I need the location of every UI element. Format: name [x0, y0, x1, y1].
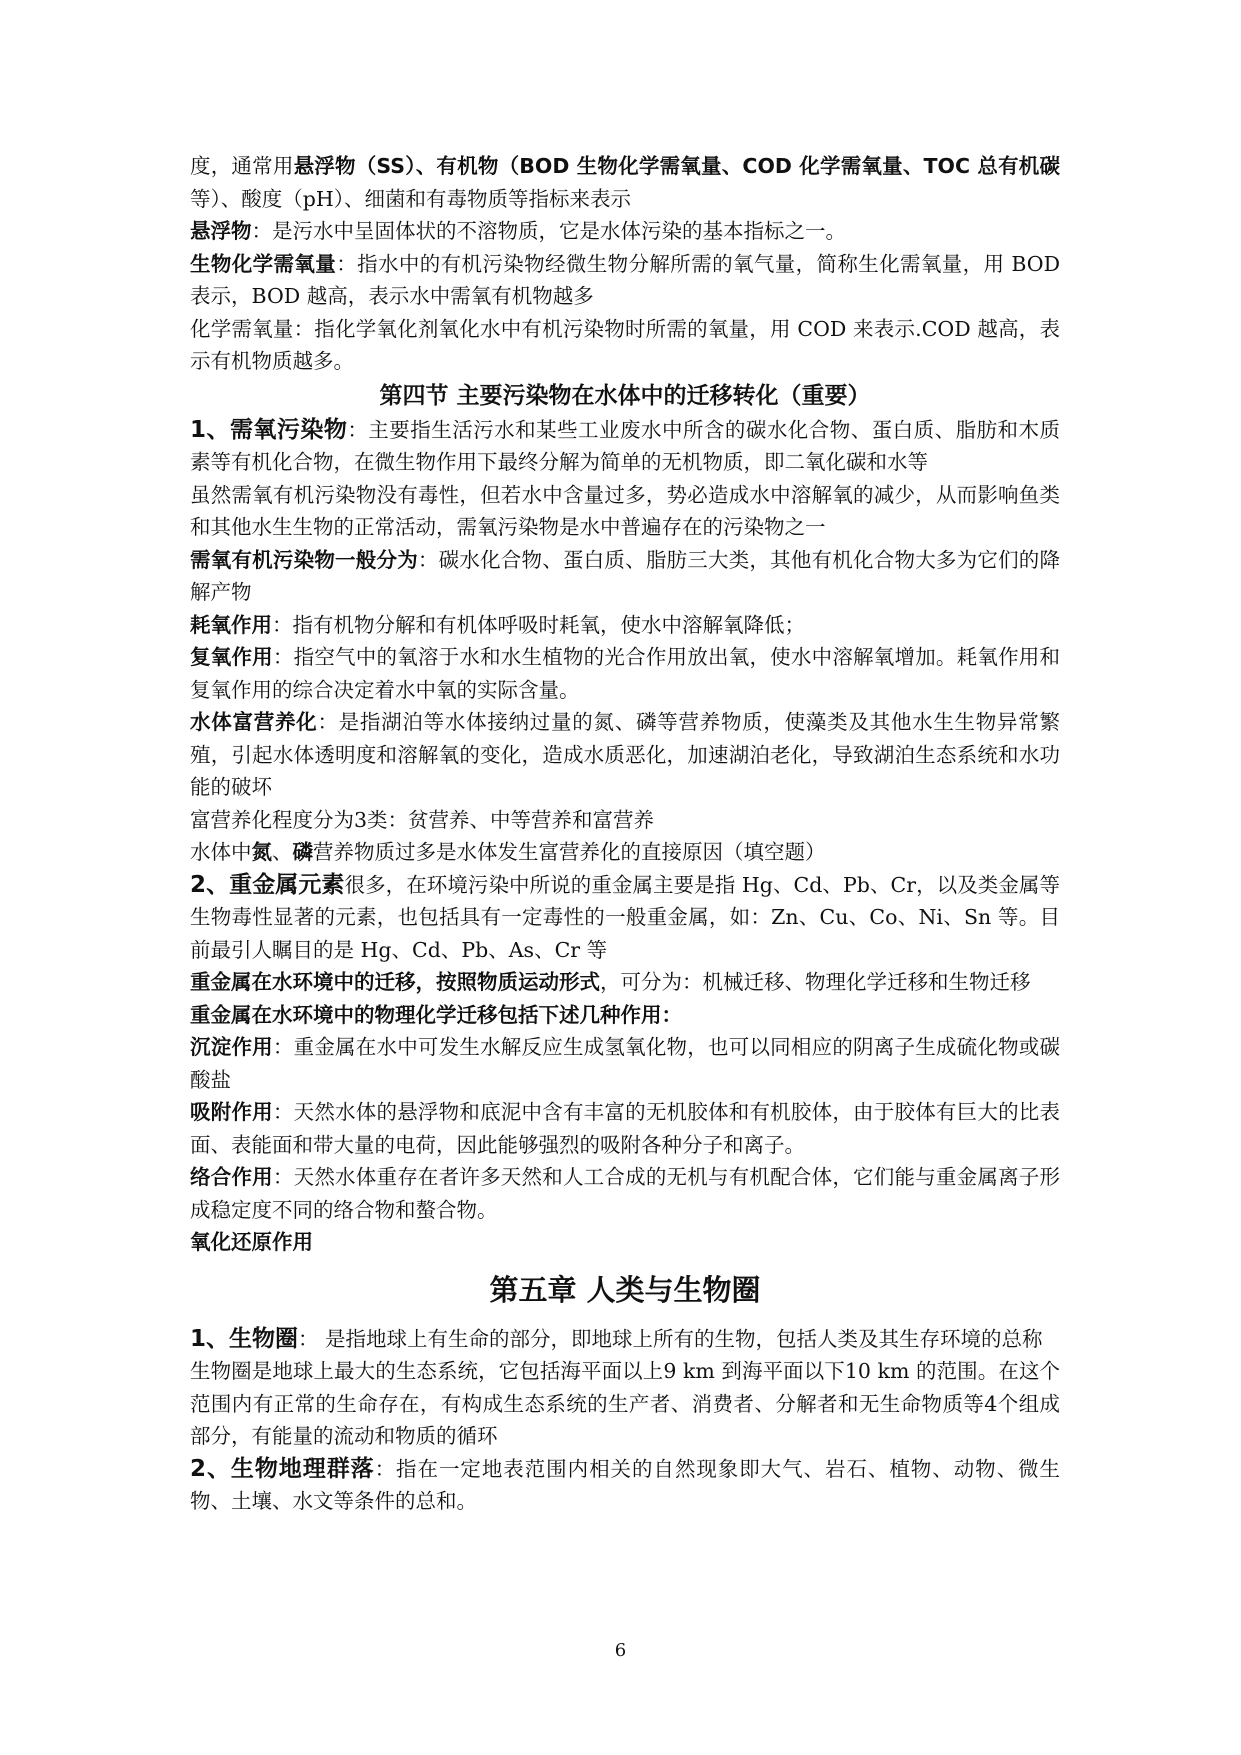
paragraph-precipitation: 沉淀作用：重金属在水中可发生水解反应生成氢氧化物，也可以同相应的阴离子生成硫化物或碳酸盐: [190, 1035, 1061, 1092]
bold-term: 氧化还原作用: [190, 1230, 313, 1254]
paragraph-metal-migration: 重金属在水环境中的迁移，按照物质运动形式，可分为：机械迁移、物理化学迁移和生物迁移: [190, 970, 1031, 994]
bold-term: 水体富营养化: [190, 710, 318, 734]
bold-term: 络合作用: [190, 1165, 273, 1189]
paragraph-adsorption: 吸附作用：天然水体的悬浮物和底泥中含有丰富的无机胶体和有机胶体，由于胶体有巨大的比表面、表能面和带大量的电荷，因此能够强烈的吸附各种分子和离子。: [190, 1100, 1061, 1157]
bold-term: 1、需氧污染物: [190, 416, 348, 443]
chapter-heading: 第五章 人类与生物圈: [489, 1272, 761, 1307]
paragraph-biogeocoenosis: 2、生物地理群落：指在一定地表范围内相关的自然现象即大气、岩石、植物、动物、微生物、土壤、水文等条件的总和。: [190, 1455, 1060, 1513]
paragraph-suspended-solids: 悬浮物：是污水中呈固体状的不溶物质，它是水体污染的基本指标之一。: [190, 219, 846, 243]
bold-term: 悬浮物（SS）、有机物（BOD 生物化学需氧量、COD 化学需氧量、TOC 总有机碳: [293, 154, 1061, 178]
bold-term: 沉淀作用: [190, 1035, 273, 1059]
paragraph-bod: 生物化学需氧量：指水中的有机污染物经微生物分解所需的氧气量，简称生化需氧量，用 BOD 表示，BOD 越高，表示水中需氧有机物越多: [190, 251, 1061, 308]
paragraph-reoxygenation: 复氧作用：指空气中的氧溶于水和水生植物的光合作用放出氧，使水中溶解氧增加。耗氧作用和复氧作用的综合决定着水中氧的实际含量。: [190, 645, 1061, 702]
bold-term: 重金属在水环境中的迁移，按照物质运动形式: [190, 970, 600, 994]
paragraph-oxygen-demanding-pollutants: 1、需氧污染物：主要指生活污水和某些工业废水中所含的碳水化合物、蛋白质、脂肪和木质素等有机化合物，在微生物作用下最终分解为简单的无机物质，即二氧化碳和水等: [190, 416, 1060, 474]
paragraph-biosphere-scope: 生物圈是地球上最大的生态系统，它包括海平面以上9 km 到海平面以下10 km 的范围。在这个范围内有正常的生命存在，有构成生态系统的生产者、消费者、分解者和无生命物质等4个组成部分，有能量的流动和物质的循环: [190, 1359, 1060, 1448]
paragraph-eutrophication: 水体富营养化：是指湖泊等水体接纳过量的氮、磷等营养物质，使藻类及其他水生生物异常繁殖，引起水体透明度和溶解氧的变化，造成水质恶化，加速湖泊老化，导致湖泊生态系统和水功能的破坏: [190, 710, 1061, 799]
bold-term: 重金属在水环境中的物理化学迁移包括下述几种作用：: [190, 1002, 682, 1027]
paragraph-water-quality-indicators: 度，通常用悬浮物（SS）、有机物（BOD 生物化学需氧量、COD 化学需氧量、TOC 总有机碳等）、酸度（pH）、细菌和有毒物质等指标来表示: [190, 154, 1061, 211]
paragraph-oxygen-effects: 虽然需氧有机污染物没有毒性，但若水中含量过多，势必造成水中溶解氧的减少，从而影响鱼类和其他水生生物的正常活动，需氧污染物是水中普遍存在的污染物之一: [190, 482, 1060, 539]
paragraph-biosphere: 1、生物圈： 是指地球上有生命的部分，即地球上所有的生物，包括人类及其生存环境的总称: [190, 1325, 1043, 1352]
bold-term: 1、生物圈: [190, 1325, 299, 1352]
paragraph-eutrophication-cause: 水体中氮、磷营养物质过多是水体发生富营养化的直接原因（填空题）: [190, 840, 826, 864]
paragraph-redox: [190, 1226, 1060, 1259]
paragraph-complexation: 络合作用：天然水体重存在者许多天然和人工合成的无机与有机配合体，它们能与重金属离子形成稳定度不同的络合物和螯合物。: [190, 1165, 1061, 1222]
page-number: 6: [614, 1640, 627, 1661]
bold-term: 复氧作用: [190, 645, 273, 669]
bold-term: 2、生物地理群落: [190, 1455, 375, 1482]
bold-term: 2、重金属元素: [190, 871, 345, 898]
bold-term: 需氧有机污染物一般分为: [190, 547, 418, 572]
bold-term: 悬浮物: [190, 219, 252, 243]
bold-term: 吸附作用: [190, 1100, 273, 1124]
section-heading: 第四节 主要污染物在水体中的迁移转化（重要）: [379, 382, 871, 409]
paragraph-cod: 化学需氧量：指化学氧化剂氧化水中有机污染物时所需的氧量，用 COD 来表示.COD 越高，表示有机物质越多。: [190, 316, 1060, 373]
bold-term: 磷: [292, 840, 313, 864]
paragraph-pollutant-categories: 需氧有机污染物一般分为：碳水化合物、蛋白质、脂肪三大类，其他有机化合物大多为它们的降解产物: [190, 547, 1061, 604]
page-content: [190, 150, 1060, 1518]
paragraph-heavy-metals: 2、重金属元素很多，在环境污染中所说的重金属主要是指 Hg、Cd、Pb、Cr，以及类金属等生物毒性显著的元素，也包括具有一定毒性的一般重金属，如：Zn、Cu、Co、Ni、Sn 等。目前最引人瞩目的是 Hg、Cd、Pb、As、Cr 等: [190, 871, 1060, 962]
paragraph-eutrophication-levels: 富营养化程度分为3类：贫营养、中等营养和富营养: [190, 807, 655, 832]
bold-term: 耗氧作用: [190, 612, 272, 637]
paragraph-oxygen-consumption: 耗氧作用：指有机物分解和有机体呼吸时耗氧，使水中溶解氧降低；: [190, 612, 805, 637]
bold-term: 生物化学需氧量: [190, 251, 337, 276]
paragraph-physicochemical-migration: [190, 999, 1060, 1032]
bold-term: 氮: [251, 840, 272, 864]
